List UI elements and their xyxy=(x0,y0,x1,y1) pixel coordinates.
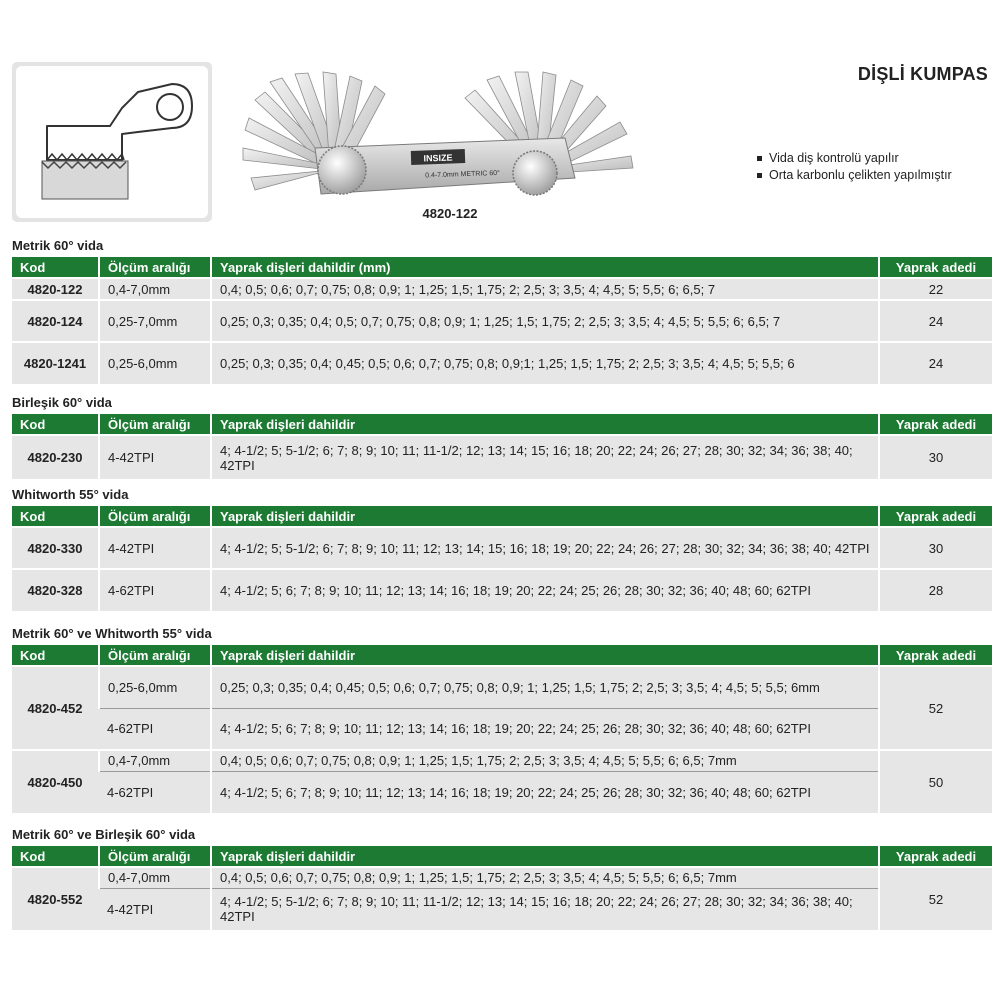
count-cell: 52 xyxy=(879,867,992,930)
photo-caption: 4820-122 xyxy=(422,206,478,221)
table-metric-unified xyxy=(12,846,992,930)
range-cell: 4-62TPI xyxy=(99,569,211,611)
feature-item: Vida diş kontrolü yapılır xyxy=(755,150,952,167)
range-cell: 0,4-7,0mm xyxy=(99,278,211,300)
header-kod: Kod xyxy=(12,414,99,435)
header-leaves: Yaprak dişleri dahildir xyxy=(211,846,879,867)
table-header-row xyxy=(12,645,992,666)
header-range: Ölçüm aralığı xyxy=(99,414,211,435)
leaves-cell: 0,25; 0,3; 0,35; 0,4; 0,5; 0,7; 0,75; 0,8; 0,9; 1; 1,25; 1,5; 1,75; 2; 2,5; 3; 3,5; 4; 4,5; 5; 5,5; 6; 6,5; 7 xyxy=(211,300,879,342)
table-row xyxy=(12,342,992,384)
leaves-cell: 4; 4-1/2; 5; 6; 7; 8; 9; 10; 11; 12; 13; 14; 16; 18; 19; 20; 22; 24; 25; 26; 28; 30; 32; 36; 40; 48; 60; 62TPI xyxy=(211,771,879,813)
table-metric-whitworth xyxy=(12,645,992,813)
page-title: DİŞLİ KUMPAS xyxy=(857,64,988,84)
count-cell: 30 xyxy=(879,527,992,569)
header-count: Yaprak adedi xyxy=(879,414,992,435)
leaves-cell: 0,4; 0,5; 0,6; 0,7; 0,75; 0,8; 0,9; 1; 1,25; 1,5; 1,75; 2; 2,5; 3; 3,5; 4; 4,5; 5; 5,5; 6; 6,5; 7 xyxy=(211,278,879,300)
header-range: Ölçüm aralığı xyxy=(99,645,211,666)
table-row xyxy=(12,278,992,300)
table-header-row xyxy=(12,257,992,278)
table-row xyxy=(12,771,992,813)
leaves-cell: 4; 4-1/2; 5; 5-1/2; 6; 7; 8; 9; 10; 11; 12; 13; 14; 15; 16; 18; 19; 20; 22; 24; 26; 27; 28; 30; 32; 34; 36; 38; 40; 42TPI xyxy=(211,527,879,569)
range-cell: 4-62TPI xyxy=(99,771,211,813)
table-header-row xyxy=(12,846,992,867)
count-cell: 50 xyxy=(879,750,992,813)
header-count: Yaprak adedi xyxy=(879,506,992,527)
table-row xyxy=(12,527,992,569)
header-count: Yaprak adedi xyxy=(879,257,992,278)
header-count: Yaprak adedi xyxy=(879,645,992,666)
leaves-cell: 4; 4-1/2; 5; 5-1/2; 6; 7; 8; 9; 10; 11; 11-1/2; 12; 13; 14; 15; 16; 18; 20; 22; 24; 26; 27; 28; 30; 32; 34; 36; 38; 40; 42TPI xyxy=(211,435,879,479)
feature-list xyxy=(755,150,952,184)
range-cell: 4-42TPI xyxy=(99,527,211,569)
leaves-cell: 4; 4-1/2; 5; 5-1/2; 6; 7; 8; 9; 10; 11; 11-1/2; 12; 13; 14; 15; 16; 18; 20; 22; 24; 26; 27; 28; 30; 32; 34; 36; 38; 40; 42TPI xyxy=(211,888,879,930)
table-row xyxy=(12,666,992,708)
svg-text:INSIZE: INSIZE xyxy=(423,152,453,164)
leaves-cell: 4; 4-1/2; 5; 6; 7; 8; 9; 10; 11; 12; 13; 14; 16; 18; 19; 20; 22; 24; 25; 26; 28; 30; 32; 36; 40; 48; 60; 62TPI xyxy=(211,569,879,611)
table-row xyxy=(12,708,992,750)
kod-cell: 4820-122 xyxy=(12,278,99,300)
count-cell: 30 xyxy=(879,435,992,479)
leaves-cell: 4; 4-1/2; 5; 6; 7; 8; 9; 10; 11; 12; 13; 14; 16; 18; 19; 20; 22; 24; 25; 26; 28; 30; 32; 36; 40; 48; 60; 62TPI xyxy=(211,708,879,750)
header-range: Ölçüm aralığı xyxy=(99,257,211,278)
header-kod: Kod xyxy=(12,257,99,278)
header-leaves: Yaprak dişleri dahildir xyxy=(211,506,879,527)
thread-gauge-drawing-icon xyxy=(12,62,212,222)
table-row xyxy=(12,300,992,342)
count-cell: 24 xyxy=(879,342,992,384)
thread-gauge-photo-icon xyxy=(235,70,640,205)
header-kod: Kod xyxy=(12,645,99,666)
table-row xyxy=(12,750,992,771)
range-cell: 0,25-6,0mm xyxy=(99,666,211,708)
kod-cell: 4820-328 xyxy=(12,569,99,611)
gauge-imprint: 0.4-7.0mm METRIC 60° xyxy=(425,169,501,180)
header-count: Yaprak adedi xyxy=(879,846,992,867)
kod-cell: 4820-1241 xyxy=(12,342,99,384)
header-kod: Kod xyxy=(12,846,99,867)
count-cell: 24 xyxy=(879,300,992,342)
table-row xyxy=(12,435,992,479)
header-kod: Kod xyxy=(12,506,99,527)
feature-item: Orta karbonlu çelikten yapılmıştır xyxy=(755,167,952,184)
kod-cell: 4820-330 xyxy=(12,527,99,569)
table-row xyxy=(12,569,992,611)
section-title-metric-unified: Metrik 60° ve Birleşik 60° vida xyxy=(12,827,196,842)
section-title-metric-whitworth: Metrik 60° ve Whitworth 55° vida xyxy=(12,626,212,641)
range-cell: 0,4-7,0mm xyxy=(99,750,211,771)
kod-cell: 4820-450 xyxy=(12,750,99,813)
leaves-cell: 0,25; 0,3; 0,35; 0,4; 0,45; 0,5; 0,6; 0,7; 0,75; 0,8; 0,9;1; 1,25; 1,5; 1,75; 2; 2,5; 3; 3,5; 4; 4,5; 5; 5,5; 6 xyxy=(211,342,879,384)
kod-cell: 4820-452 xyxy=(12,666,99,750)
table-row xyxy=(12,867,992,888)
range-cell: 4-42TPI xyxy=(99,888,211,930)
header-range: Ölçüm aralığı xyxy=(99,506,211,527)
header-leaves: Yaprak dişleri dahildir (mm) xyxy=(211,257,879,278)
kod-cell: 4820-124 xyxy=(12,300,99,342)
section-title-unified: Birleşik 60° vida xyxy=(12,395,112,410)
kod-cell: 4820-230 xyxy=(12,435,99,479)
thread-gauge-diagram xyxy=(12,62,212,222)
table-unified xyxy=(12,414,992,479)
count-cell: 52 xyxy=(879,666,992,750)
count-cell: 28 xyxy=(879,569,992,611)
leaves-cell: 0,4; 0,5; 0,6; 0,7; 0,75; 0,8; 0,9; 1; 1,25; 1,5; 1,75; 2; 2,5; 3; 3,5; 4; 4,5; 5; 5,5; 6; 6,5; 7mm xyxy=(211,750,879,771)
range-cell: 0,4-7,0mm xyxy=(99,867,211,888)
header-leaves: Yaprak dişleri dahildir xyxy=(211,414,879,435)
leaves-cell: 0,4; 0,5; 0,6; 0,7; 0,75; 0,8; 0,9; 1; 1,25; 1,5; 1,75; 2; 2,5; 3; 3,5; 4; 4,5; 5; 5,5; 6; 6,5; 7mm xyxy=(211,867,879,888)
table-row xyxy=(12,888,992,930)
table-header-row xyxy=(12,506,992,527)
header-leaves: Yaprak dişleri dahildir xyxy=(211,645,879,666)
table-whitworth xyxy=(12,506,992,611)
header-range: Ölçüm aralığı xyxy=(99,846,211,867)
product-photo xyxy=(235,70,640,205)
range-cell: 0,25-6,0mm xyxy=(99,342,211,384)
range-cell: 4-42TPI xyxy=(99,435,211,479)
range-cell: 0,25-7,0mm xyxy=(99,300,211,342)
count-cell: 22 xyxy=(879,278,992,300)
section-title-whitworth: Whitworth 55° vida xyxy=(12,487,129,502)
section-title-metric: Metrik 60° vida xyxy=(12,238,104,253)
table-metric xyxy=(12,257,992,384)
kod-cell: 4820-552 xyxy=(12,867,99,930)
table-header-row xyxy=(12,414,992,435)
leaves-cell: 0,25; 0,3; 0,35; 0,4; 0,45; 0,5; 0,6; 0,7; 0,75; 0,8; 0,9; 1; 1,25; 1,5; 1,75; 2; 2,5; 3; 3,5; 4; 4,5; 5; 5,5; 6mm xyxy=(211,666,879,708)
range-cell: 4-62TPI xyxy=(99,708,211,750)
